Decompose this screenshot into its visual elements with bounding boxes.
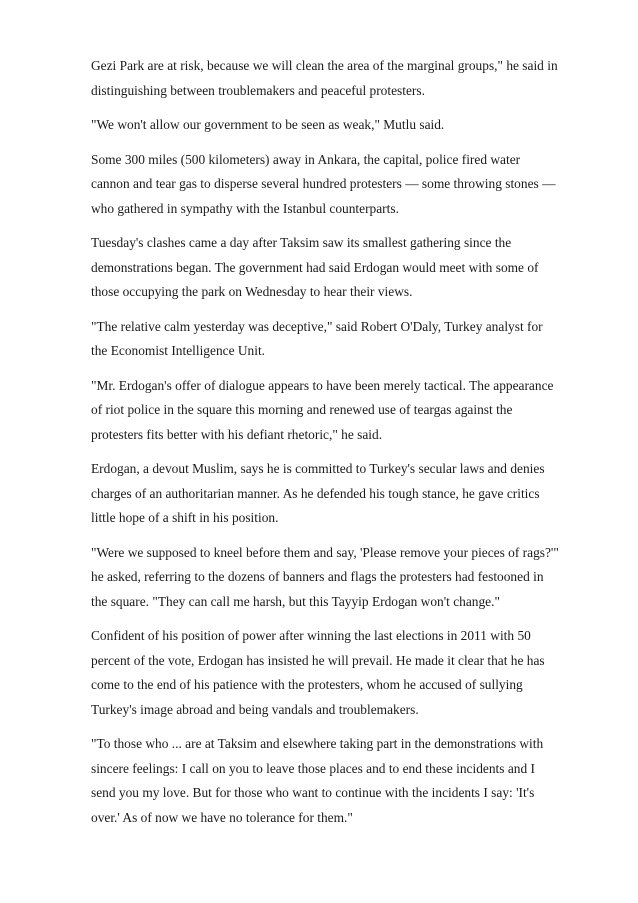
paragraph: "Mr. Erdogan's offer of dialogue appears to have been merely tactical. The appearance of riot police in the square this morning and renewed use of teargas against the protesters fits better with his defiant rhetoric," he said. bbox=[91, 377, 554, 442]
paragraph: Some 300 miles (500 kilometers) away in Ankara, the capital, police fired water cannon and tear gas to disperse several hundred protesters — some throwing stones — who gathered in sympathy with the Istanbul counterparts. bbox=[91, 151, 556, 216]
paragraph: Erdogan, a devout Muslim, says he is committed to Turkey's secular laws and denies charges of an authoritarian manner. As he defended his tough stance, he gave critics little hope of a shift in his position. bbox=[91, 461, 545, 525]
paragraph: "Were we supposed to kneel before them and say, 'Please remove your pieces of rags?'" he asked, referring to the dozens of banners and flags the protesters had festooned in the square. "They can call me harsh, but this Tayyip Erdogan won't change." bbox=[91, 544, 559, 609]
article-body bbox=[91, 54, 561, 840]
paragraph: "The relative calm yesterday was deceptive," said Robert O'Daly, Turkey analyst for the Economist Intelligence Unit. bbox=[91, 318, 543, 358]
paragraph: Tuesday's clashes came a day after Taksim saw its smallest gathering since the demonstrations began. The government had said Erdogan would meet with some of those occupying the park on Wednesday to hear their views. bbox=[91, 235, 539, 299]
paragraph: "To those who ... are at Taksim and elsewhere taking part in the demonstrations with sincere feelings: I call on you to leave those places and to end these incidents and I send you my love. But for those who want to continue with the incidents I say: 'It's over.' As of now we have no tolerance for them." bbox=[91, 736, 544, 825]
paragraph: Confident of his position of power after winning the last elections in 2011 with 50 percent of the vote, Erdogan has insisted he will prevail. He made it clear that he has come to the end of his patience with the protesters, whom he accused of sullying Turkey's image abroad and being vandals and troublemakers. bbox=[91, 628, 545, 717]
paragraph: "We won't allow our government to be seen as weak," Mutlu said. bbox=[91, 117, 445, 132]
paragraph: Gezi Park are at risk, because we will clean the area of the marginal groups," he said in distinguishing between troublemakers and peaceful protesters. bbox=[91, 58, 558, 98]
